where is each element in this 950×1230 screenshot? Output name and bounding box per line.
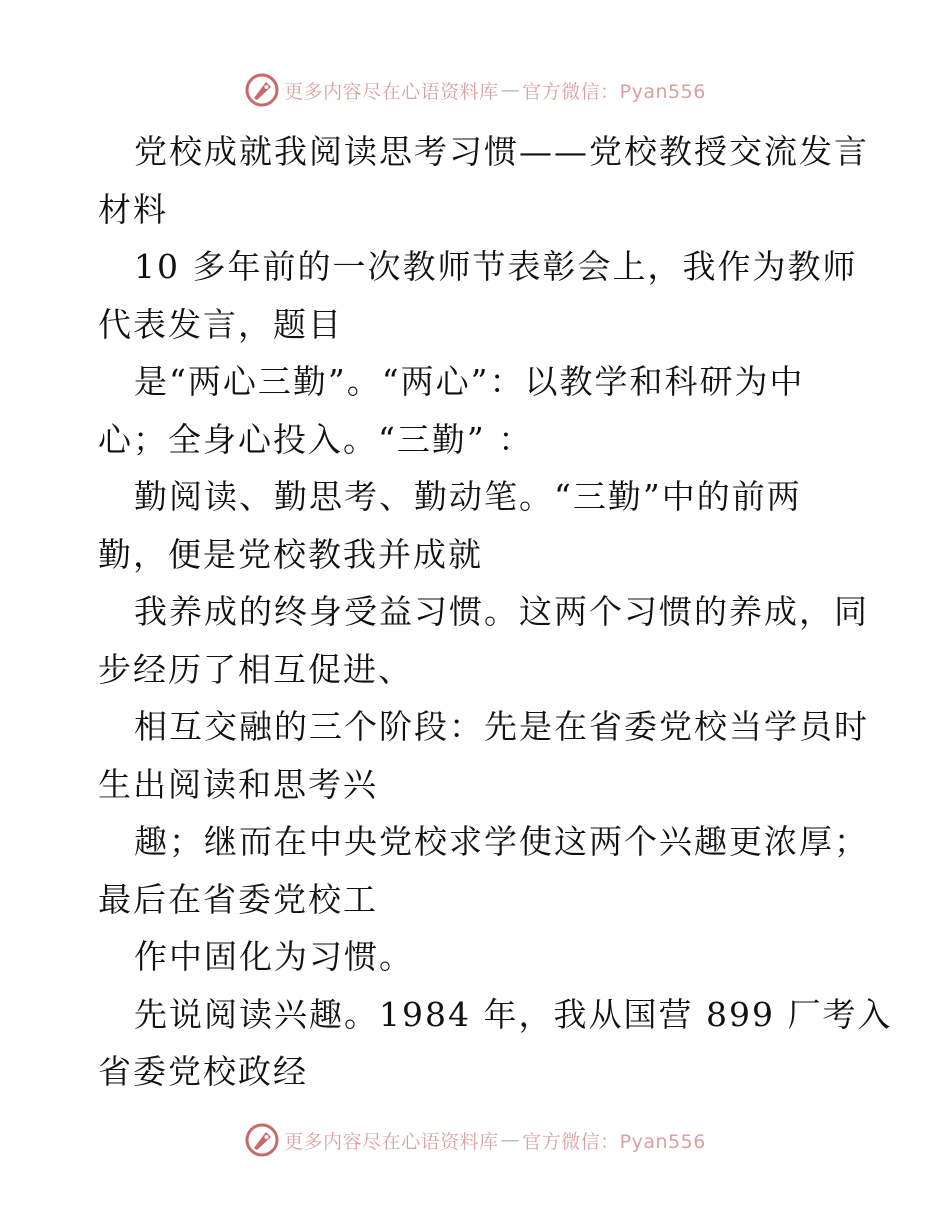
doc-line-title-2: 材料 [98,189,168,229]
watermark-separator: — [500,79,521,101]
doc-line-title-1: 党校成就我阅读思考习惯——党校教授交流发言 [134,132,869,171]
doc-line: 作中固化为习惯。 [134,937,414,976]
pen-nib-logo-icon [244,72,280,108]
doc-line: 相互交融的三个阶段：先是在省委党校当学员时 [134,707,869,746]
doc-line: 心；全身心投入。“三勤” ： [98,419,534,459]
watermark-text: 更多内容尽在心语资料库 [284,80,499,103]
watermark-separator: — [500,1129,521,1151]
doc-line: 我养成的终身受益习惯。这两个习惯的养成，同 [134,592,869,631]
doc-line: 是“两心三勤”。“两心”：以教学和科研为中 [134,362,805,401]
watermark-text: 更多内容尽在心语资料库 [284,1130,499,1153]
doc-line: 10 多年前的一次教师节表彰会上，我作为教师 [134,247,858,286]
pen-nib-logo-icon [244,1122,280,1158]
watermark-header [0,70,950,110]
doc-line: 生出阅读和思考兴 [98,764,378,804]
doc-line: 先说阅读兴趣。1984 年，我从国营 899 厂考入 [134,994,893,1034]
watermark-footer [0,1120,950,1160]
watermark-contact: 官方微信：Pyan556 [522,80,706,103]
doc-line: 最后在省委党校工 [98,879,378,919]
doc-line: 勤阅读、勤思考、勤动笔。“三勤”中的前两 [134,477,802,516]
doc-line: 趣；继而在中央党校求学使这两个兴趣更浓厚； [134,822,869,861]
doc-line: 省委党校政经 [98,1052,308,1091]
doc-line: 步经历了相互促进、 [98,649,413,689]
doc-line: 代表发言，题目 [98,304,343,344]
doc-line: 勤，便是党校教我并成就 [98,534,483,574]
watermark-contact: 官方微信：Pyan556 [522,1130,706,1153]
document-body [98,123,893,1101]
